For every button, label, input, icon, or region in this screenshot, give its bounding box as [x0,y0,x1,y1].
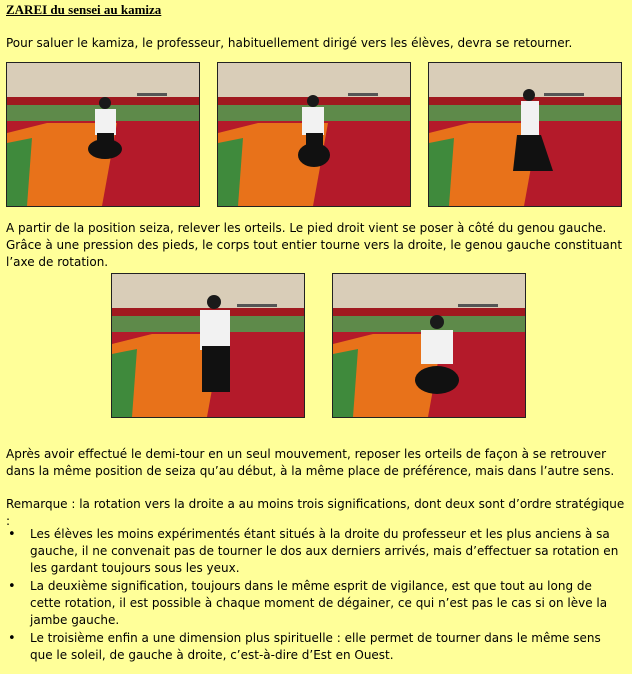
photo-seiza-toes-raised [217,62,411,207]
photo-back-kneeling [111,273,305,418]
bullet-list [6,526,626,665]
photo-seiza-front [6,62,200,207]
bullet-icon: • [8,631,16,646]
list-item-text: La deuxième signification, toujours dans le même esprit de vigilance, est que tout au long de cette rotation, il est possible à chaque moment de dégainer, ce qui n’est pas le cas si on lève la jambe gauche. [30,579,608,627]
page-title: ZAREI du sensei au kamiza [6,2,162,17]
list-item [6,630,626,664]
after-paragraph: Après avoir effectué le demi-tour en un seul mouvement, reposer les orteils de façon à se retrouver dans la même position de seiza qu’au début, à la même place de préférence, mais dans l’autre sens. [6,447,615,478]
photo-rotation-side [428,62,622,207]
list-item-text: Les élèves les moins expérimentés étant situés à la droite du professeur et les plus anciens à sa gauche, il ne convenait pas de tourner le dos aux derniers arrivés, mais d’effectuer sa rotation en les gardant toujours sous les yeux. [30,527,619,575]
list-item [6,526,626,577]
list-item [6,578,626,629]
rotation-paragraph: A partir de la position seiza, relever les orteils. Le pied droit vient se poser à côté du genou gauche. Grâce à une pression des pieds, le corps tout entier tourne vers la droite, le genou gauche constituant l’axe de rotation. [6,221,623,269]
intro-text: Pour saluer le kamiza, le professeur, habituellement dirigé vers les élèves, devra se retourner. [6,36,573,50]
photo-back-seiza [332,273,526,418]
list-item-text: Le troisième enfin a une dimension plus spirituelle : elle permet de tourner dans le même sens que le soleil, de gauche à droite, c’est-à-dire d’Est en Ouest. [30,631,601,662]
remark-paragraph: Remarque : la rotation vers la droite a au moins trois significations, dont deux sont d’ordre stratégique : [6,497,625,528]
bullet-icon: • [8,579,16,594]
bullet-icon: • [8,527,16,542]
